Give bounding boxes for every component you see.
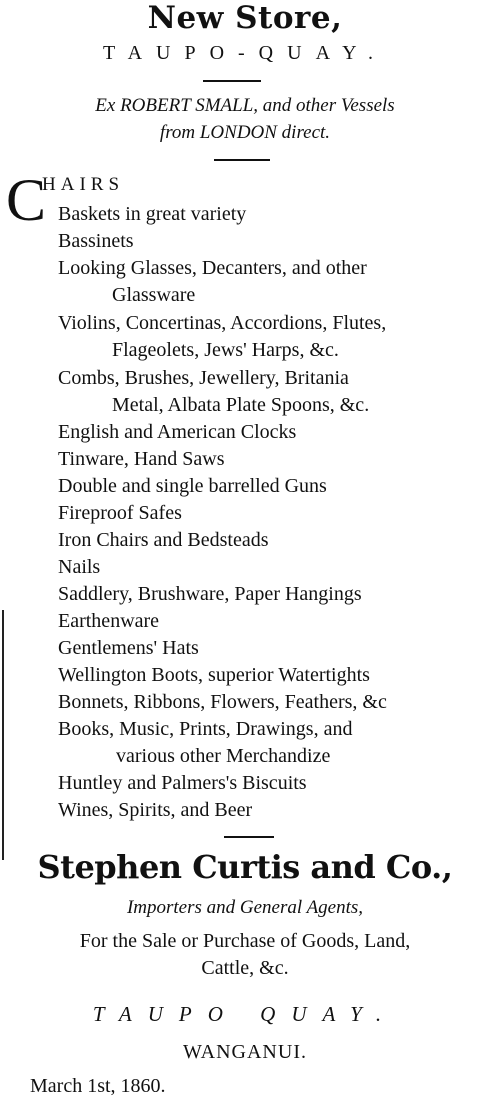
list-item: Huntley and Palmers's Biscuits [58, 772, 307, 794]
list-item: Books, Music, Prints, Drawings, and [58, 718, 353, 740]
list-item: Gentlemens' Hats [58, 637, 199, 659]
list-item: Fireproof Safes [58, 502, 182, 524]
list-item: Wellington Boots, superior Watertights [58, 664, 370, 686]
list-item: Tinware, Hand Saws [58, 448, 225, 470]
list-item-continued: Flageolets, Jews' Harps, &c. [112, 339, 339, 361]
list-item: Bassinets [58, 230, 134, 252]
ad-date: March 1st, 1860. [30, 1075, 166, 1097]
list-item: Earthenware [58, 610, 160, 632]
company-town: WANGANUI. [183, 1041, 307, 1063]
source-line-2: from LONDON direct. [159, 122, 331, 143]
list-item: Combs, Brushes, Jewellery, Britania [58, 367, 349, 389]
list-item-continued: Glassware [112, 284, 196, 306]
divider-rule [224, 836, 274, 838]
column-edge-line [2, 610, 4, 860]
ad-location: TAUPO-QUAY. [102, 42, 388, 64]
company-name: Stephen Curtis and Co., [37, 848, 453, 886]
list-item: Bonnets, Ribbons, Flowers, Feathers, &c [58, 691, 387, 713]
list-item: Wines, Spirits, and Beer [58, 799, 253, 821]
source-line-1: Ex ROBERT SMALL, and other Vessels [95, 95, 395, 116]
drop-capital: C [6, 167, 47, 233]
list-heading: HAIRS [42, 174, 125, 195]
ad-title: New Store, [147, 0, 343, 36]
list-item-continued: Metal, Albata Plate Spoons, &c. [112, 394, 370, 416]
divider-rule [214, 159, 270, 161]
divider-rule [203, 80, 261, 82]
company-address: TAUPO QUAY. [92, 1002, 398, 1026]
list-item: Nails [58, 556, 101, 578]
company-role: Importers and General Agents, [126, 897, 364, 918]
list-item: Saddlery, Brushware, Paper Hangings [58, 583, 362, 605]
list-item: Baskets in great variety [58, 203, 247, 225]
company-purpose-line-1: For the Sale or Purchase of Goods, Land, [79, 930, 411, 952]
list-item: Violins, Concertinas, Accordions, Flutes, [58, 312, 387, 334]
list-item: Double and single barrelled Guns [58, 475, 327, 497]
list-item: Iron Chairs and Bedsteads [58, 529, 269, 551]
company-purpose-line-2: Cattle, &c. [201, 957, 289, 979]
list-item-continued: various other Merchandize [116, 745, 331, 767]
list-item: Looking Glasses, Decanters, and other [58, 257, 367, 279]
list-item: English and American Clocks [58, 421, 297, 443]
